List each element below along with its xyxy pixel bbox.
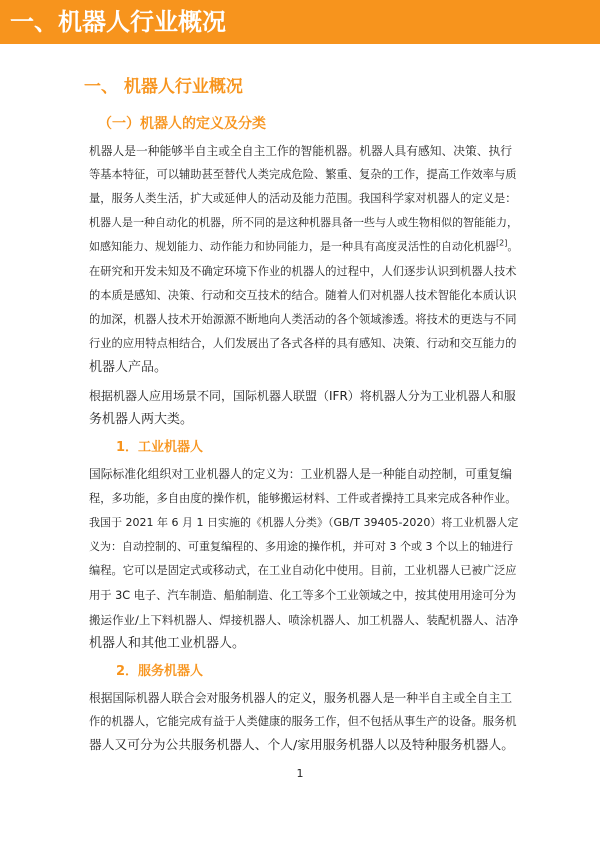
subheading-industrial-robot: 1．工业机器人 bbox=[116, 440, 204, 455]
body-line: 搬运作业/上下料机器人、焊接机器人、喷涂机器人、加工机器人、装配机器人、洁净 bbox=[89, 613, 519, 627]
reference-mark: [2] bbox=[496, 238, 508, 248]
body-line-with-reference bbox=[89, 238, 518, 256]
body-line: 的本质是感知、决策、行动和交互技术的结合。随着人们对机器人技术智能化本质认识 bbox=[89, 289, 517, 302]
body-line: 量，服务人类生活，扩大或延伸人的活动及能力范围。我国科学家对机器人的定义是： bbox=[89, 192, 517, 205]
body-line: 器人又可分为公共服务机器人、个人/家用服务机器人以及特种服务机器人。 bbox=[89, 738, 515, 753]
subsection-heading: （一）机器人的定义及分类 bbox=[98, 116, 266, 132]
body-line: 在研究和开发未知及不确定环境下作业的机器人的过程中，人们逐步认识到机器人技术 bbox=[89, 265, 517, 278]
body-line: 等基本特征，可以辅助甚至替代人类完成危险、繁重、复杂的工作，提高工作效率与质 bbox=[89, 168, 517, 181]
body-line: 义为：自动控制的、可重复编程的、多用途的操作机，并可对 3 个或 3 个以上的轴进行 bbox=[89, 540, 513, 553]
body-line: 务机器人两大类。 bbox=[89, 412, 194, 427]
body-line: 行业的应用特点相结合，人们发展出了各式各样的具有感知、决策、行动和交互能力的 bbox=[89, 337, 517, 350]
body-line: 编程。它可以是固定式或移动式，在工业自动化中使用。目前，工业机器人已被广泛应 bbox=[89, 564, 517, 577]
body-line: 用于 3C 电子、汽车制造、船舶制造、化工等多个工业领域之中，按其使用用途可分为 bbox=[89, 589, 517, 602]
body-line: 根据国际机器人联合会对服务机器人的定义，服务机器人是一种半自主或全自主工 bbox=[89, 691, 512, 705]
chapter-banner bbox=[0, 0, 600, 44]
body-line: 的加深，机器人技术开始源源不断地向人类活动的各个领域渗透。将技术的更迭与不同 bbox=[89, 313, 517, 326]
body-line: 程，多功能，多自由度的操作机，能够搬运材料、工件或者操持工具来完成各种作业。 bbox=[89, 492, 517, 505]
body-line: 机器人是一种能够半自主或全自主工作的智能机器。机器人具有感知、决策、执行 bbox=[89, 144, 512, 158]
body-line: 国际标准化组织对工业机器人的定义为：工业机器人是一种能自动控制，可重复编 bbox=[89, 467, 512, 481]
page-number: 1 bbox=[296, 767, 304, 780]
body-line: 作的机器人，它能完成有益于人类健康的服务工作，但不包括从事生产的设备。服务机 bbox=[89, 715, 517, 728]
body-text: 如感知能力、规划能力、动作能力和协同能力，是一种具有高度灵活性的自动化机器 bbox=[89, 240, 496, 253]
body-line: 机器人和其他工业机器人。 bbox=[89, 636, 246, 651]
body-line: 机器人产品。 bbox=[89, 360, 168, 375]
body-line: 我国于 2021 年 6 月 1 日实施的《机器人分类》（GB/T 39405-2020）将工业机器人定 bbox=[89, 516, 519, 529]
subheading-service-robot: 2．服务机器人 bbox=[116, 664, 204, 679]
body-line: 机器人是一种自动化的机器，所不同的是这种机器具备一些与人或生物相似的智能能力， bbox=[89, 216, 518, 229]
body-line: 根据机器人应用场景不同，国际机器人联盟（IFR）将机器人分为工业机器人和服 bbox=[89, 389, 516, 403]
chapter-title: 一、机器人行业概况 bbox=[10, 8, 226, 36]
section-heading: 一、 机器人行业概况 bbox=[84, 77, 243, 97]
body-text: 。 bbox=[507, 240, 519, 253]
